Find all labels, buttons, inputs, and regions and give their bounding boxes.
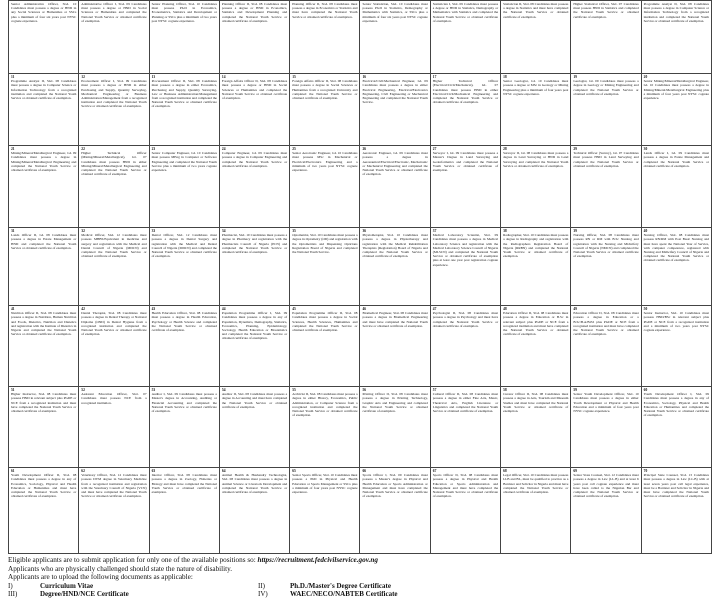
document-label: Ph.D./Master's Degree Certificate xyxy=(290,581,391,590)
position-description: Foreign Affairs Officer II, SGL 08 Candidates must possess a degree or HND in Social Sciences or Humanities and completed the National Youth Service or obtained certificate of exemption. xyxy=(221,79,288,101)
footer-notes xyxy=(8,556,712,599)
position-cell xyxy=(360,146,430,228)
position-cell xyxy=(430,306,500,387)
position-cell xyxy=(9,146,79,228)
position-description: Nutrition Officer II, SGL 08 Candidates must possess a degree in Nutrition, Human Nutrition and Foods, Dietetics, Nutrition and Dietetics and registration with the Institute of Dietetics in Nigeria and completed the National Youth Service or obtained certificate of exemption. xyxy=(11,311,77,337)
table-row xyxy=(9,74,712,146)
position-description: Animal Health & Husbandry Technologist, SGL 08 Candidates must possess a degree in Animal Science or Livestock Development and completed the National Youth Service or obtained certificate of exemption. xyxy=(221,473,288,495)
position-cell xyxy=(430,146,500,228)
position-cell xyxy=(79,306,149,387)
position-cell xyxy=(219,228,289,306)
position-number: 34 xyxy=(221,229,226,233)
position-cell xyxy=(149,387,219,468)
position-cell xyxy=(641,387,711,468)
position-number: 58 xyxy=(503,388,507,392)
position-number: 69 xyxy=(573,469,577,473)
position-number: 45 xyxy=(292,307,296,311)
position-number: 24 xyxy=(221,147,226,151)
position-number: 38 xyxy=(503,229,507,233)
position-cell xyxy=(571,468,641,554)
position-description: Auditor I, SGL 09 Candidates must possess a Master's degree in Accounting, Auditing or Financial Accounting and completed the National Youth Service or obtained certificate of exemption. xyxy=(151,392,217,414)
position-description: Higher Instructor, SGL 08 Candidates must possess HND in relevant subject plus PGDE or NCE from a recognized institution and must have completed the National Youth Service or obtained certificate of exemption. xyxy=(11,392,77,414)
position-description: Aerotronic Engineer, GL 09 Candidates must possess a degree in Aeronautical/Electrical/Electronic, Mechatronic or Mechanical Engineering and completed the National Youth Service or obtained certificate of exemption. xyxy=(362,151,428,177)
position-cell xyxy=(149,228,219,306)
position-description: Education Officer II, SGL 08 Candidates must possess a degree in Education or a B.Sc/B.A/B.Ed plus PGDE or NCE from a recognized institution and must have completed the National Youth Service or obtained certificate of exemption. xyxy=(573,311,639,337)
position-cell xyxy=(149,146,219,228)
position-number: 22 xyxy=(81,147,85,151)
position-cell xyxy=(641,74,711,146)
position-cell xyxy=(79,74,149,146)
table-row xyxy=(9,228,712,306)
position-cell xyxy=(9,306,79,387)
position-number: 32 xyxy=(81,229,85,233)
position-cell xyxy=(641,1,711,74)
position-number: 14 xyxy=(221,75,226,79)
position-cell xyxy=(641,228,711,306)
position-description: Planning Officer II, SGL 08 Candidates must possess a degree or HND in Economics, Statistics and Development Planning and completed the National Youth Service or obtained certificate of exemption. xyxy=(221,2,288,23)
document-num: IV) xyxy=(258,590,268,599)
position-description: Optometrist, SGL 10 Candidates must possess a degree in Optometry (OD) and registration with the Optometrists and Dispensing Opticians Registration Board of Nigeria and completed the National Youth Service. xyxy=(292,233,358,255)
position-number: 40 xyxy=(643,229,648,233)
position-cell xyxy=(641,468,711,554)
position-description: Geologist, GL 09 Candidates must possess a degree in Geology or Mining Engineering and completed the National Youth Service or obtained certificate of exemption. xyxy=(573,79,639,96)
position-number: 28 xyxy=(503,147,507,151)
position-cell xyxy=(290,74,360,146)
position-description: Youth Development Officer II, SGL 08 Candidates must possess a degree in any of Economics, Sociology, Physical and Health Education or Humanities and must have completed the National Youth Service or obtained certificate of exemption. xyxy=(11,473,77,499)
position-cell xyxy=(501,468,571,554)
position-number: 54 xyxy=(221,388,226,392)
position-cell xyxy=(360,387,430,468)
position-description: Principal State Counsel, SGL 13 Candidates must possess a degree in Law (LL.B) with at least seven years post call legal experience, must be a Barrister and Solicitor in Nigeria and must have completed the National Youth Service or obtained certificate of exemption. xyxy=(643,473,709,499)
position-number: 67 xyxy=(432,469,437,473)
position-cell xyxy=(79,228,149,306)
position-description: Nursing Officer, SGL 08 Candidates must possess RN/RM with Post Basic Nursing and must have spent the National Year of Service, with computer competence, registered with Nursing and Midwifery Council of Nigeria and completed the National Youth Service or obtained certificate of exemption. xyxy=(643,233,709,263)
position-description: Physiotherapist, SGL 10 Candidates must possess a degree in Physiotherapy and registration with the Medical Rehabilitation Therapists (Registration) Board of Nigeria and completed the National Youth Service or obtained certificate of exemption. xyxy=(362,233,428,259)
position-cell xyxy=(501,306,571,387)
position-description: Senior Statistician, SGL 10 Candidates must possess Ph.D in Statistics, Demography or Mathematics with Statistics, or SSCs plus a minimum of four six years post NYSC cognate experience. xyxy=(362,2,428,23)
position-number: 51 xyxy=(11,388,15,392)
position-cell xyxy=(79,468,149,554)
position-description: Medical Laboratory Scientist, SGL 09 Candidates must possess a degree in Medical Laboratory Science and registration with the Medical Laboratory Science Council of Nigeria (MLSCN) and completed the National Youth Service or obtained certificate of exemption plus at least one year post registration cognate experience. xyxy=(432,233,499,267)
position-description: Higher Technical Officer (Mining/Mineral/Metallurgical), GL 07 Candidates must possess HND in either Mining/Mineral/Metallurgical Engineering and completed the National Youth Service or obtained certificate of exemption. xyxy=(81,151,147,177)
position-number: 12 xyxy=(81,75,85,79)
position-description: Dental Therapist, SGL 08 Candidates must possess a degree in Dental Therapy or National Diploma (OND) in Dental Hygiene from a recognized institution and completed the National Youth Service or obtained certificate of exemption. xyxy=(81,311,147,337)
document-num: I) xyxy=(8,581,13,590)
position-number: 61 xyxy=(11,469,15,473)
position-description: Programme Analyst II, SGL 08 Candidates must possess a degree in Computer Science or Information Technology from a recognized institution and completed the National Youth Service or obtained certificate of exemption. xyxy=(643,2,709,23)
position-cell xyxy=(79,1,149,74)
position-cell xyxy=(219,306,289,387)
position-cell xyxy=(360,74,430,146)
position-cell xyxy=(290,1,360,74)
position-cell xyxy=(430,1,500,74)
position-description: Medical Officer, SGL 12 Candidates must possess MBBS/Equivalent in medicine and surgery and registration with the Medical and Dental Council of Nigeria (MDCN) and completed the National Youth Service or obtained certificate of exemption. xyxy=(81,233,147,259)
position-cell xyxy=(360,228,430,306)
position-cell xyxy=(149,306,219,387)
position-cell xyxy=(9,387,79,468)
table-row xyxy=(9,387,712,468)
position-number: 59 xyxy=(573,388,577,392)
position-number: 66 xyxy=(362,469,367,473)
position-cell xyxy=(290,146,360,228)
position-cell xyxy=(79,387,149,468)
position-description: Population Programme Officer II, SGL 08 Candidates must possess a degree in Social Sciences, Health Sciences, Humanities and completed the National Youth Service or obtained certificate of exemption. xyxy=(292,311,358,333)
position-number: 25 xyxy=(292,147,296,151)
position-cell xyxy=(219,74,289,146)
position-number: 57 xyxy=(432,388,437,392)
position-cell xyxy=(571,146,641,228)
position-cell xyxy=(219,387,289,468)
position-cell xyxy=(9,1,79,74)
position-number: 42 xyxy=(81,307,85,311)
position-cell xyxy=(501,1,571,74)
position-cell xyxy=(501,74,571,146)
position-cell xyxy=(571,228,641,306)
position-number: 19 xyxy=(573,75,577,79)
position-number: 47 xyxy=(432,307,437,311)
position-description: Education Officer II, SGL 08 Candidates must possess a degree in Education or B.Sc in relevant subject plus PGDE or NCE from a recognized institution and must have completed the National Youth Service or obtained certificate of exemption. xyxy=(503,311,569,337)
position-cell xyxy=(360,468,430,554)
position-description: Auditor II, SGL 08 Candidates must possess a degree in Accounting and must have completed the National Youth Service or obtained certificate of exemption. xyxy=(221,392,288,409)
position-number: 16 xyxy=(362,75,367,79)
position-description: Computer Engineer, GL 09 Candidates must possess a degree in Computer Engineering and completed the National Youth Service or obtained certificate of exemption. xyxy=(221,151,288,168)
recruitment-table-sheet xyxy=(8,0,712,554)
recruitment-portal-link[interactable]: https://recruitment.fedcivilservice.gov.ng xyxy=(257,556,379,564)
position-cell xyxy=(501,228,571,306)
table-row xyxy=(9,1,712,74)
position-description: Senior Geologist, GL 10 Candidates must possess a degree or MSc in Geology or Mining Engineering plus a minimum of four years post NYSC cognate experience. xyxy=(503,79,569,96)
table-row xyxy=(9,146,712,228)
position-cell xyxy=(219,1,289,74)
position-cell xyxy=(571,306,641,387)
position-number: 35 xyxy=(292,229,296,233)
position-description: Veterinary Officer, SGL 12 Candidates must possess DVM degree in Veterinary Medicine from a recognized institution and registration with the Veterinary Council of Nigeria (VCN) and must have completed the National Youth Service or obtained certificate of exemption. xyxy=(81,473,147,499)
position-number: 11 xyxy=(11,75,15,79)
position-description: Administrative Officer I, SGL 09 Candidates must possess a degree or HND in Social Sciences or Humanities and completed the National Youth Service or obtained certificate of exemption. xyxy=(81,2,147,23)
position-description: Psychologist II, SGL 08 Candidates must possess a degree in Psychology and must have completed the National Youth Service or obtained certificate of exemption. xyxy=(432,311,499,328)
document-num: III) xyxy=(8,590,18,599)
position-cell xyxy=(9,228,79,306)
documents-list xyxy=(8,582,712,599)
position-cell xyxy=(79,146,149,228)
position-number: 65 xyxy=(292,469,296,473)
position-number: 18 xyxy=(503,75,507,79)
position-description: Senior Aerotronic Engineer, GL 10 Candidates must possess MSc in Mechanical or Electrical/Electronics Engineering and a minimum of two years post NYSC cognate experience. xyxy=(292,151,358,173)
position-cell xyxy=(430,387,500,468)
position-cell xyxy=(501,387,571,468)
position-cell xyxy=(360,306,430,387)
position-number: 15 xyxy=(292,75,296,79)
table-row xyxy=(9,306,712,387)
position-cell xyxy=(501,146,571,228)
position-description: Senior Instructor, SGL 10 Candidates must possess HND/BSc in relevant subject plus PGDE or NCE from a recognized institution and a minimum of two years post NYSC cognate experience. xyxy=(643,311,709,333)
position-description: Senior Planning Officer, SGL 10 Candidates must possess Ph.D in Economics, Econometrics, Statistics and Development or Planning or SSCs plus a minimum of two years post NYSC cognate experience. xyxy=(151,2,217,23)
position-description: Printing Officer II, SGL 08 Candidates must possess a degree in Printing Technology, Graphic Arts and Engineering and completed the National Youth Service or obtained certificate of exemption. xyxy=(362,392,428,414)
position-cell xyxy=(219,146,289,228)
position-description: Senior Sports Officer, SGL 10 Candidates must possess a PhD in Physical and Health Education or Sports Management or SSCs plus a minimum of four years post NYSC cognate experience. xyxy=(292,473,358,495)
position-description: Youth Development Officer I, SGL 09 Candidates must possess a degree in any of Economics, Sociology, Physical and Health Education or Humanities and completed the National Youth Service or obtained certificate of exemption. xyxy=(643,392,709,418)
position-description: Senior Youth Development Officer, SGL 10 Candidates must possess a degree in either Youth Development or Physical and Health Education and a minimum of four years post NYSC cognate experience. xyxy=(573,392,639,414)
position-description: Senior Administrative Officer, SGL 10 Candidates must possess a degree or HND in any Social Sciences or Humanities or SSCs plus a minimum of four six years post NYSC cognate experience. xyxy=(11,2,77,23)
position-number: 44 xyxy=(221,307,226,311)
position-number: 53 xyxy=(151,388,156,392)
position-number: 68 xyxy=(503,469,507,473)
position-number: 29 xyxy=(573,147,577,151)
position-number: 39 xyxy=(573,229,577,233)
position-description: Surveyor I, GL 09 Candidates must possess a Master's Degree in Land Surveying and Geoinformatics and completed the National Youth Service or obtained certificate of exemption. xyxy=(432,151,499,173)
position-description: Technical Officer (Survey), GL 07 Candidates must possess HND in Land Surveying and completed the National Youth Service or obtained certificate of exemption. xyxy=(573,151,639,168)
position-number: 43 xyxy=(151,307,156,311)
position-description: Planning Officer II, SGL 08 Candidates must possess a degree in Economics or Statistics and must have completed the National Youth Service or obtained certificate of exemption. xyxy=(292,2,358,19)
position-number: 20 xyxy=(643,75,648,79)
position-cell xyxy=(290,468,360,554)
position-description: Senior Computer Engineer, GL 10 Candidates must possess MEng in Computer or Software Engineering and completed the National Youth Service plus a minimum of two years cognate experience. xyxy=(151,151,217,173)
position-description: Curator Officer II, SGL 08 Candidates must possess a degree in Arts, Tourism and Museum Studies and must have completed the National Youth Service or obtained certificate of exemption. xyxy=(503,392,569,414)
position-cell xyxy=(149,468,219,554)
position-description: Legal Officer, SGL 10 Candidates must possess LLB and BL, must be qualified to practice as a Barrister and Solicitor in Nigeria and must have completed the National Youth Service or obtained certificate of exemption. xyxy=(503,473,569,495)
position-description: Statistician I, SGL 09 Candidates must possess a degree or HND in Statistics, Demography or Mathematics with Statistics and completed the National Youth Service or obtained certificate of exemption. xyxy=(432,2,499,23)
footer-line-3: Applicants are to upload the following documents as applicable: xyxy=(8,573,193,582)
document-label: Curriculum Vitae xyxy=(40,581,94,590)
position-description: Mining/Mineral/Metallurgical Engineer, GL 09 Candidates must possess a degree in Mining/Mineral/Metallurgical Engineering and completed the National Youth Service or obtained certificate of exemption. xyxy=(11,151,77,173)
position-description: Programme Analyst II, SGL 08 Candidates must possess a degree in Computer Science or Information Technology from a recognized institution and completed the National Youth Service or obtained certificate of exemption. xyxy=(11,79,77,101)
position-cell xyxy=(641,146,711,228)
position-description: Health Education Officer, SGL 08 Candidates must possess a degree in Health Education, Psychology or Health Science and completed the National Youth Service or obtained certificate of exemption. xyxy=(151,311,217,333)
position-number: 23 xyxy=(151,147,156,151)
position-number: 21 xyxy=(11,147,15,151)
position-description: Lands Officer II, GL 08 Candidates must possess a degree in Estate Management or HND and completed the National Youth Service or obtained certificate of exemption. xyxy=(11,233,77,250)
position-number: 48 xyxy=(503,307,507,311)
position-number: 50 xyxy=(643,307,648,311)
position-description: Foreign Affairs Officer II, SGL 08 Candidates must possess a degree in Social Sciences or Humanities from a recognized University and completed the National Youth Service or obtained certificate of exemption. xyxy=(292,79,358,101)
position-number: 60 xyxy=(643,388,648,392)
document-label: WAEC/NECO/NABTEB Certificate xyxy=(290,590,398,599)
position-number: 13 xyxy=(151,75,156,79)
position-description: Lands Officer I, GL 09 Candidates must possess a degree in Estate Management and completed the National Youth Service or obtained certificate of exemption. xyxy=(643,151,709,168)
position-number: 33 xyxy=(151,229,156,233)
position-description: Pharmacist, SGL 10 Candidates must possess a degree in Pharmacy and registration with the Pharmacists Council of Nigeria (PCN) and completed the National Youth Service or obtained certificate of exemption. xyxy=(221,233,288,255)
position-description: Interior Officer, SGL 08 Candidates must possess a degree in Zoology, Fisheries or Biology and must have completed the National Youth Service or obtained certificate of exemption. xyxy=(151,473,217,495)
position-description: Surveyor II, GL 08 Candidates must possess a degree in Land Surveying or HND in Land Surveying and completed the National Youth Service or obtained certificate of exemption. xyxy=(503,151,569,168)
position-description: Procurement Officer II, SGL 08 Candidates must possess a degree in either Economics, Purchasing and Supply, Quantity Surveying, Law or Business Administration/Management from a recognized institution and completed the National Youth Service or obtained certificate of exemption. xyxy=(151,79,217,109)
position-number: 36 xyxy=(362,229,367,233)
position-cell xyxy=(571,387,641,468)
position-description: Population Programme Officer I, SGL 09 Candidates must possess a degree in any of Population, Dynamics, Demography, Statistics, Economics, Planning, Epidemiology, Sociology, Health Education or Biostatistics and completed the National Youth Service or obtained certificate of exemption. xyxy=(221,311,288,341)
position-description: Radiographer, SGL 10 Candidates must possess a degree in Radiography and registration with the Radiographers Registration Board of Nigeria (RRBN) and completed the National Youth Service or obtained certificate of exemption. xyxy=(503,233,569,259)
positions-table xyxy=(8,0,712,554)
position-number: 49 xyxy=(573,307,577,311)
footer-line-1: Eligible applicants are to submit application for only one of the available positions so: https://recruitment.fedcivilservice.gov.ng xyxy=(8,556,379,564)
position-description: Dental Officer, SGL 12 Candidates must possess a degree in Dental Surgery and registration with the Medical and Dental Council of Nigeria (MDCN) and completed the National Youth Service or obtained certificate of exemption. xyxy=(151,233,217,259)
position-description: Assistant Education Officer, SGL 07 Candidates must possess NCE from a recognized institution. xyxy=(81,392,147,405)
position-description: Higher Statistical Officer, SGL 07 Candidates must possess HND in Statistics and completed the National Youth Service or obtained certificate of exemption. xyxy=(573,2,639,19)
position-cell xyxy=(571,1,641,74)
position-number: 70 xyxy=(643,469,648,473)
position-cell xyxy=(149,1,219,74)
position-number: 27 xyxy=(432,147,437,151)
position-cell xyxy=(360,1,430,74)
position-number: 30 xyxy=(643,147,648,151)
position-cell xyxy=(290,387,360,468)
footer-line-2: Applicants who are physically challenged should state the nature of disability. xyxy=(8,564,233,573)
position-number: 62 xyxy=(81,469,85,473)
position-cell xyxy=(430,228,500,306)
position-description: Senior State Counsel, SGL 12 Candidates must possess a degree in Law (LL.B) and at least 6 years post call cognate experience and must have been called to the Nigerian Bar and completed the National Youth Service or obtained certificate of exemption. xyxy=(573,473,639,499)
position-number: 31 xyxy=(11,229,15,233)
position-number: 56 xyxy=(362,388,367,392)
document-label: Degree/HND/NCE Certificate xyxy=(40,590,129,599)
position-cell xyxy=(290,306,360,387)
position-description: Nursing Officer, SGL 08 Candidates must possess RN or RM with B.Sc Nursing and registration with the Nursing and Midwifery Council of Nigeria (NMCN) and completed the National Youth Service or obtained certificate of exemption. xyxy=(573,233,639,259)
position-description: Higher Technical Officer (Electrical/Civil/Mechanical), GL 07 Candidates must possess HND in either Electrical/Civil/Mechanical Engineering and completed the National Youth Service or obtained certificate of exemption. xyxy=(432,79,499,105)
position-number: 63 xyxy=(151,469,156,473)
position-number: 55 xyxy=(292,388,296,392)
position-description: Procurement Officer I, SGL 09 Candidates must possess a degree or HND in either Purchasing and Supply, Quantity Surveying, Mechanical Engineering or Business Administration/Management from a recognized institution and completed the National Youth Service or obtained certificate of exemption. xyxy=(81,79,147,109)
position-number: 64 xyxy=(221,469,226,473)
position-description: Statistician II, SGL 08 Candidates must possess a degree in Statistics and must have completed the National Youth Service or obtained certificate of exemption. xyxy=(503,2,569,19)
position-description: Cultural Officer II, SGL 08 Candidates must possess a degree in either Fine Arts, Music, Theatrical Arts, English Literature or Linguistics and completed the National Youth Service or obtained certificate of exemption. xyxy=(432,392,499,414)
position-description: Electrical/Civil/Mechanical Engineer, GL 09 Candidates must possess a degree in either Electrical Engineering, Electrical/Electronics Engineering, Civil Engineering or Mechanical Engineering and completed the National Youth Service. xyxy=(362,79,428,105)
position-cell xyxy=(430,74,500,146)
position-description: Biomedical Engineer, SGL 08 Candidates must possess a degree in Biomedical Engineering and must have completed the National Youth Service or obtained certificate of exemption. xyxy=(362,311,428,328)
position-number: 41 xyxy=(11,307,15,311)
position-cell xyxy=(641,306,711,387)
position-number: 17 xyxy=(432,75,437,79)
position-description: Sports Officer I, SGL 09 Candidates must possess a Master's degree in Physical and Health Education or Sports Administration or Management and must have completed the National Youth Service or obtained certificate of exemption. xyxy=(362,473,428,499)
position-description: Archivist II, SGL 08 Candidates must possess a degree in either History, Economics, Public Administration, or Computer Science from a recognized institution and completed the National Youth Service or obtained certificate of exemption. xyxy=(292,392,358,418)
table-row xyxy=(9,468,712,554)
position-number: 37 xyxy=(432,229,437,233)
position-cell xyxy=(149,74,219,146)
position-cell xyxy=(571,74,641,146)
position-cell xyxy=(219,468,289,554)
position-number: 26 xyxy=(362,147,367,151)
position-description: Senior Mining/Mineral/Metallurgical Engineer, GL 10 Candidates must possess a degree in Mining/Mineral/Metallurgical Engineering plus a minimum of four years post NYSC cognate experience. xyxy=(643,79,709,101)
position-cell xyxy=(9,468,79,554)
position-cell xyxy=(9,74,79,146)
position-number: 46 xyxy=(362,307,367,311)
position-number: 52 xyxy=(81,388,85,392)
position-description: Sports Officer II, SGL 08 Candidates must possess a degree in Physical and Health Education or Sports Administration and Management and must have completed the National Youth Service or obtained certificate of exemption. xyxy=(432,473,499,499)
position-cell xyxy=(430,468,500,554)
document-num: II) xyxy=(258,581,265,590)
position-cell xyxy=(290,228,360,306)
